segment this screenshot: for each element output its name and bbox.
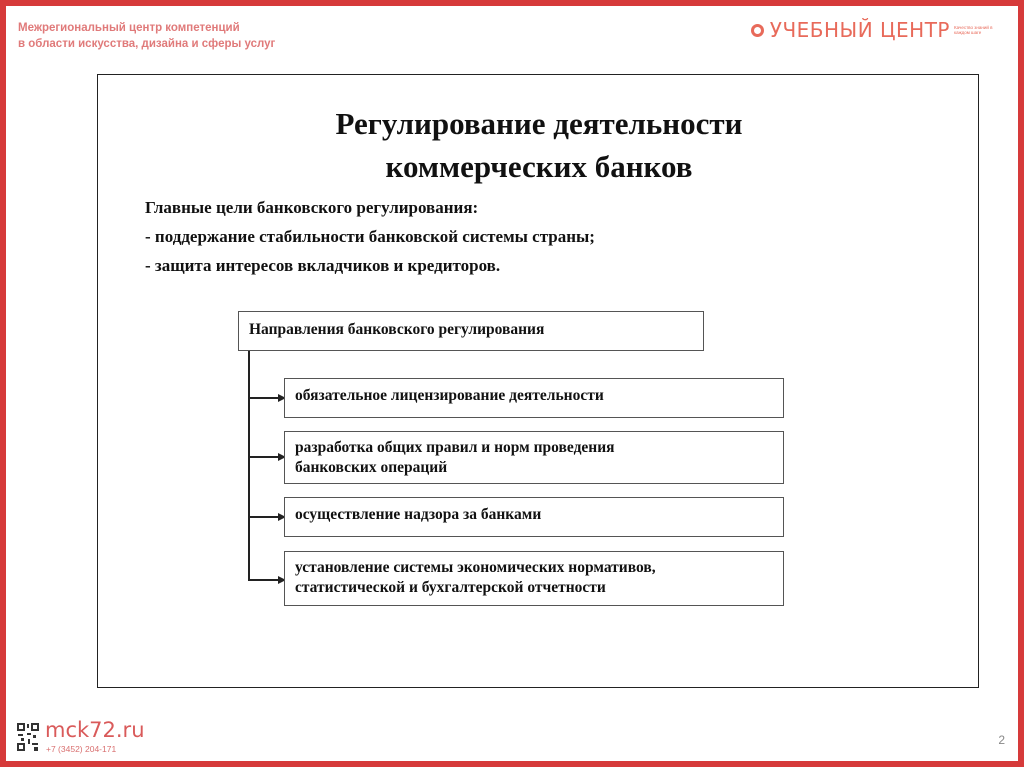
diagram-child-box: [284, 497, 784, 537]
diagram-connector: [248, 397, 282, 399]
slide-content: [97, 74, 979, 688]
goals-list: [145, 193, 595, 280]
org-line-2: в области искусства, дизайна и сферы услуг: [18, 38, 276, 50]
qr-code-icon: [16, 722, 40, 752]
organization-name: [18, 20, 275, 52]
child-line-1: разработка общих правил и норм проведения: [295, 439, 615, 456]
slide-title: [98, 102, 980, 188]
goal-item: - поддержание стабильности банковской системы страны;: [145, 227, 595, 246]
child-line-1: осуществление надзора за банками: [295, 506, 542, 523]
footer-phone: +7 (3452) 204-171: [46, 744, 117, 754]
page-number: 2: [998, 733, 1005, 747]
diagram-main-box: Направления банковского регулирования: [238, 311, 704, 351]
goals-heading: Главные цели банковского регулирования:: [145, 198, 479, 217]
brand-name: УЧЕБНЫЙ ЦЕНТР: [769, 18, 950, 42]
org-line-1: Межрегиональный центр компетенций: [18, 22, 240, 34]
child-line-1: обязательное лицензирование деятельности: [295, 387, 604, 404]
diagram-connector: [248, 579, 282, 581]
brand-tagline: Качество знаний в каждом шаге: [954, 25, 993, 35]
diagram-connector-vertical: [248, 351, 250, 580]
diagram-connector: [248, 516, 282, 518]
diagram-connector: [248, 456, 282, 458]
title-line-2: коммерческих банков: [385, 149, 693, 184]
diagram-child-box: [284, 551, 784, 606]
child-line-2: статистической и бухгалтерской отчетности: [295, 579, 606, 596]
child-line-1: установление системы экономических нормативов,: [295, 559, 656, 576]
brand-logo: [751, 18, 994, 42]
footer-site-link[interactable]: mck72.ru: [45, 718, 145, 742]
diagram-child-box: [284, 378, 784, 418]
title-line-1: Регулирование деятельности: [335, 106, 743, 141]
diagram-child-box: [284, 431, 784, 484]
goal-item: - защита интересов вкладчиков и кредиторов.: [145, 256, 501, 275]
brand-circle-icon: [751, 24, 764, 37]
child-line-2: банковских операций: [295, 459, 448, 476]
